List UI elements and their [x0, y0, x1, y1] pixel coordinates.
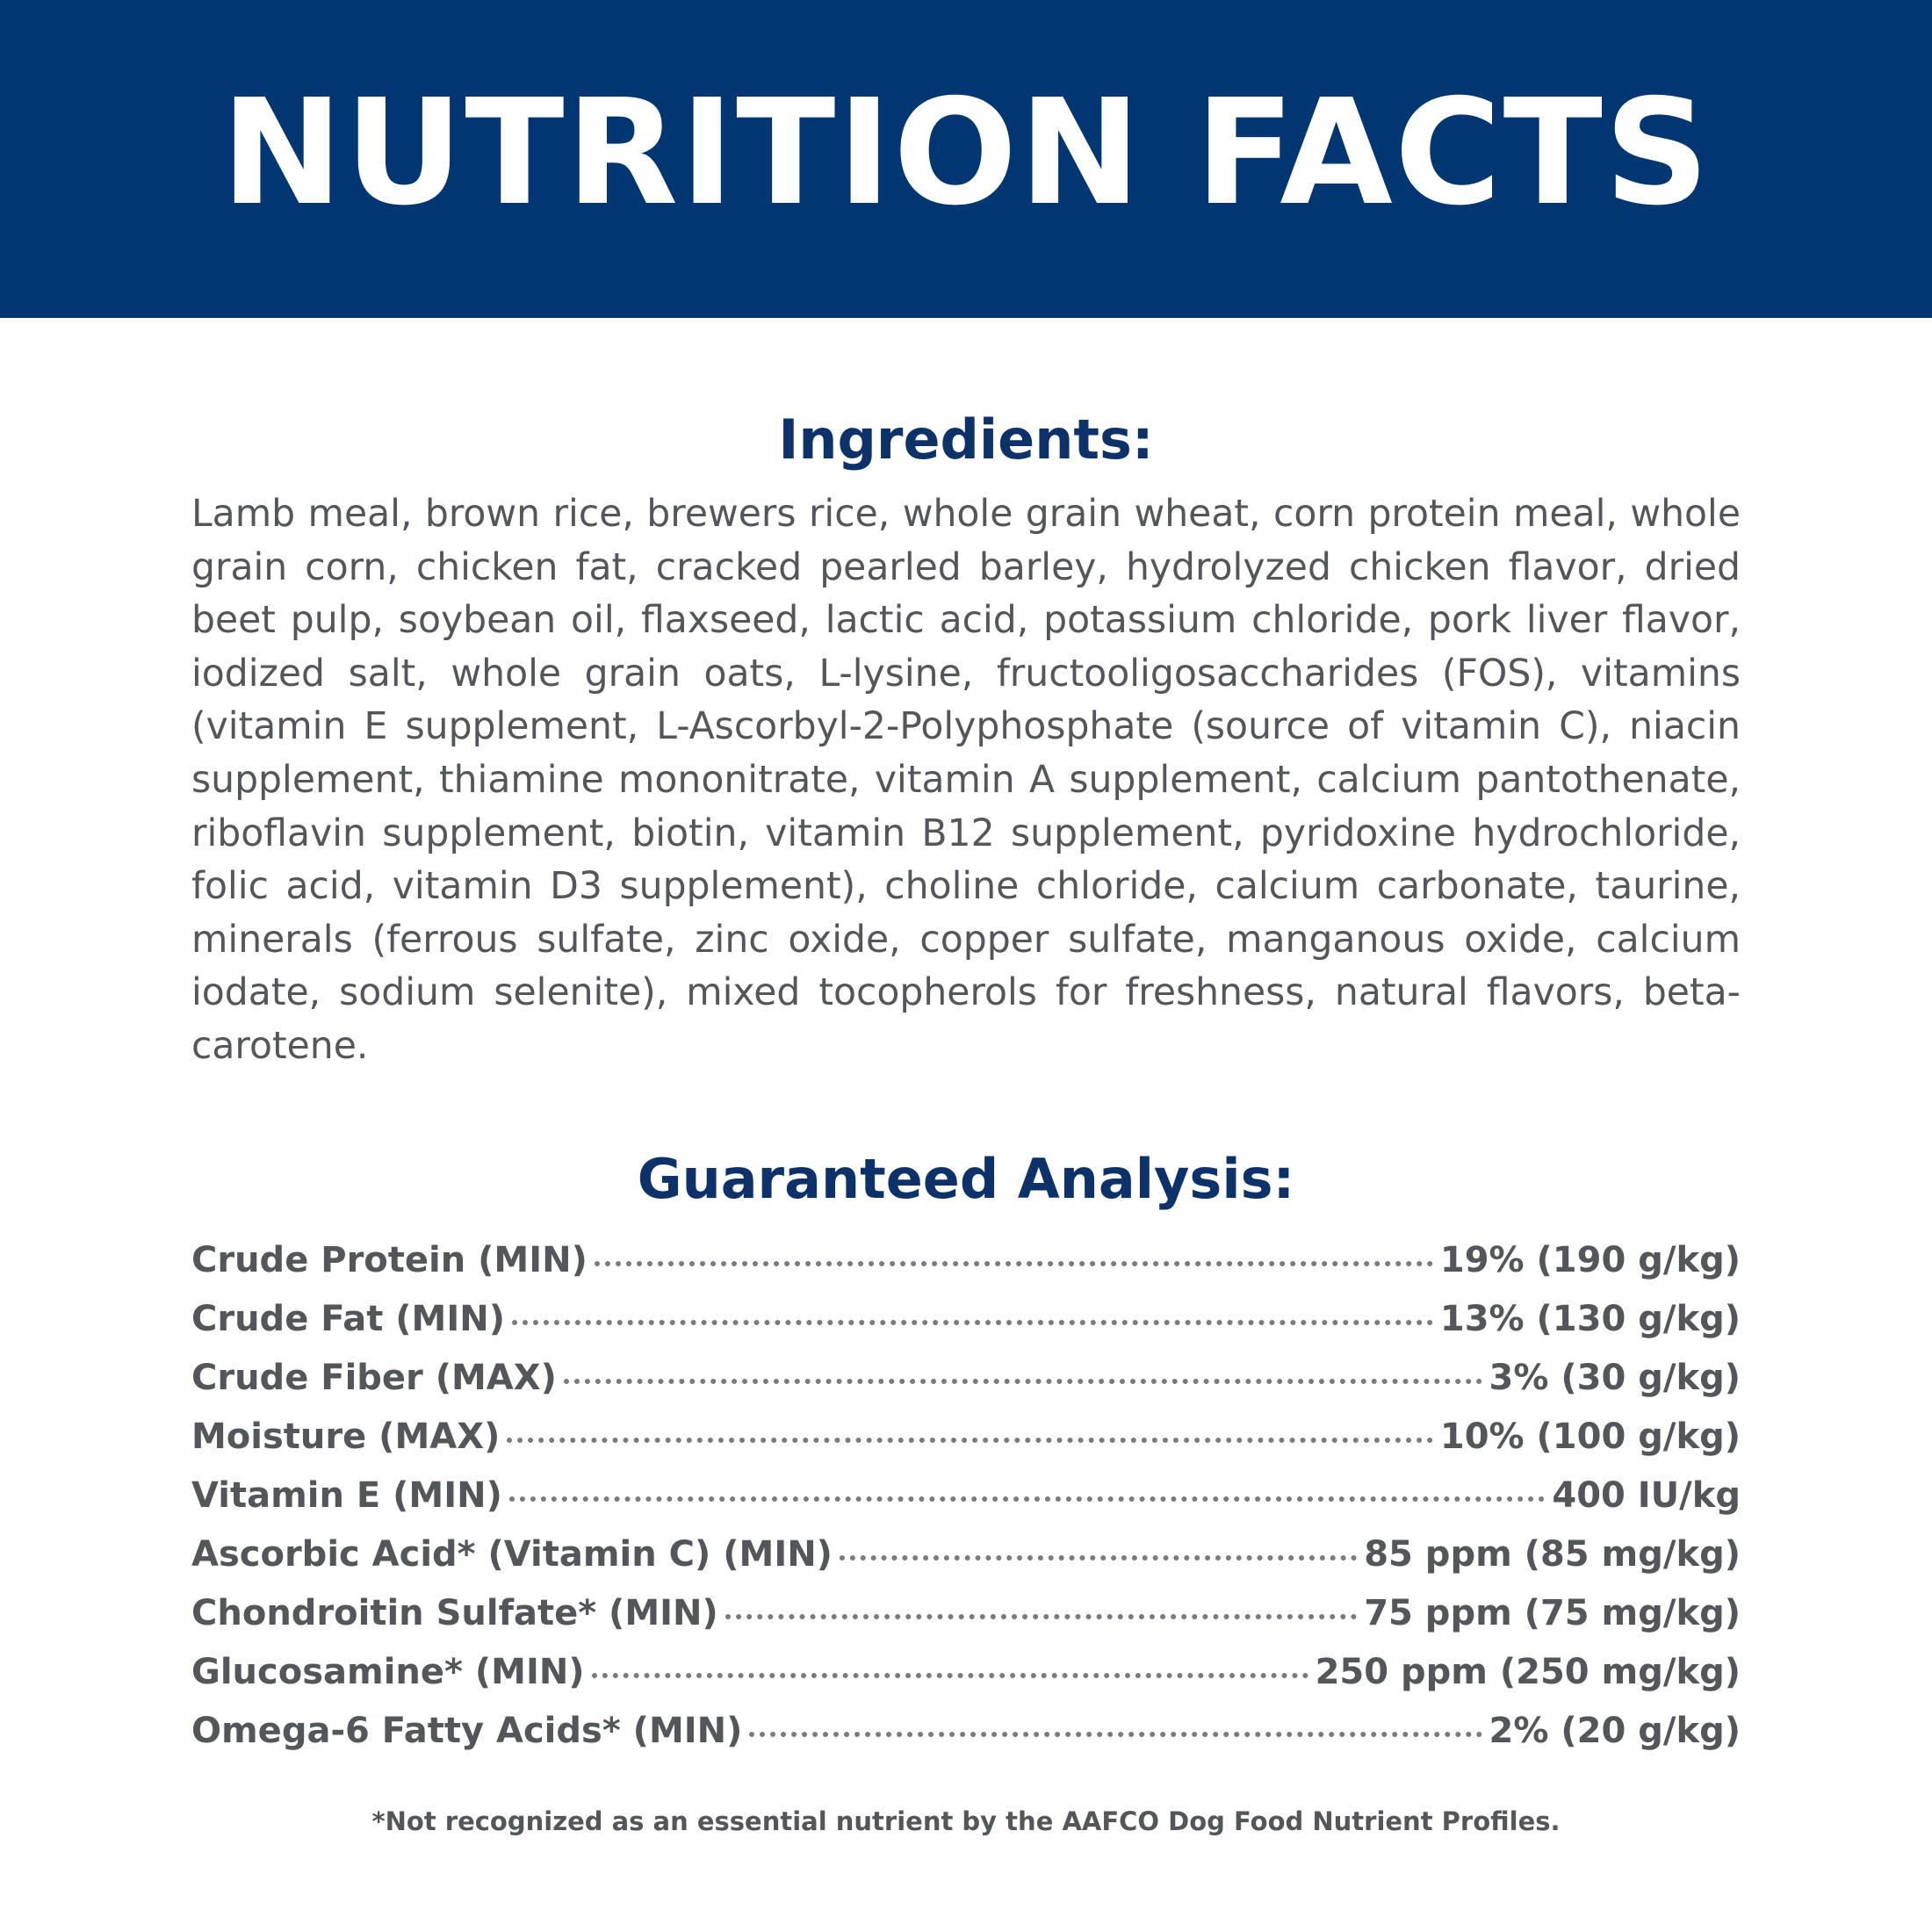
analysis-value: 400 IU/kg: [1552, 1475, 1741, 1516]
dot-leader: [840, 1555, 1357, 1561]
analysis-list: [191, 1240, 1741, 1770]
analysis-value: 10% (100 g/kg): [1439, 1417, 1741, 1457]
analysis-row-vitamin-e: [191, 1475, 1741, 1534]
analysis-value: 75 ppm (75 mg/kg): [1364, 1593, 1741, 1633]
title-banner: [0, 0, 1932, 318]
ingredients-text: Lamb meal, brown rice, brewers rice, whole grain wheat, corn protein meal, whole grain corn, chicken fat, cracked pearled barley, hydrolyzed chicken flavor, dried beet pulp, soybean oil, flaxseed, lactic acid, potassium chloride, pork liver flavor, iodized salt, whole grain oats, L-lysine, fructooligosaccharides (FOS), vitamins (vitamin E supplement, L-Ascorbyl-2-Polyphosphate (source of vitamin C), niacin supplement, thiamine mononitrate, vitamin A supplement, calcium pantothenate, riboflavin supplement, biotin, vitamin B12 supplement, pyridoxine hydrochloride, folic acid, vitamin D3 supplement), choline chloride, calcium carbonate, taurine, minerals (ferrous sulfate, zinc oxide, copper sulfate, manganous oxide, calcium iodate, sodium selenite), mixed tocopherols for freshness, natural flavors, beta-carotene.: [191, 493, 1741, 1068]
analysis-label: Moisture (MAX): [191, 1417, 501, 1457]
footnote: *Not recognized as an essential nutrient by the AAFCO Dog Food Nutrient Profiles.: [371, 1806, 1561, 1836]
analysis-row-glucosamine: [191, 1652, 1741, 1711]
ingredients-heading: Ingredients:: [778, 407, 1154, 472]
dot-leader: [592, 1673, 1308, 1678]
dot-leader: [749, 1732, 1481, 1737]
analysis-value: 19% (190 g/kg): [1439, 1240, 1741, 1280]
dot-leader: [595, 1261, 1433, 1266]
analysis-row-ascorbic-acid: [191, 1534, 1741, 1593]
analysis-value: 250 ppm (250 mg/kg): [1315, 1652, 1741, 1692]
analysis-row-crude-protein: [191, 1240, 1741, 1299]
analysis-value: 85 ppm (85 mg/kg): [1364, 1534, 1741, 1575]
analysis-label: Chondroitin Sulfate* (MIN): [191, 1593, 718, 1633]
analysis-label: Vitamin E (MIN): [191, 1475, 502, 1516]
dot-leader: [507, 1438, 1433, 1443]
analysis-row-omega-6: [191, 1711, 1741, 1770]
dot-leader: [509, 1496, 1546, 1502]
analysis-row-crude-fat: [191, 1299, 1741, 1358]
analysis-label: Crude Protein (MIN): [191, 1240, 588, 1280]
analysis-heading: Guaranteed Analysis:: [637, 1147, 1295, 1211]
analysis-label: Glucosamine* (MIN): [191, 1652, 585, 1692]
analysis-label: Crude Fiber (MAX): [191, 1358, 557, 1398]
analysis-value: 2% (20 g/kg): [1489, 1711, 1741, 1751]
analysis-label: Ascorbic Acid* (Vitamin C) (MIN): [191, 1534, 833, 1575]
analysis-row-moisture: [191, 1417, 1741, 1475]
analysis-value: 3% (30 g/kg): [1489, 1358, 1741, 1398]
analysis-label: Crude Fat (MIN): [191, 1299, 505, 1339]
analysis-row-chondroitin-sulfate: [191, 1593, 1741, 1652]
analysis-value: 13% (130 g/kg): [1439, 1299, 1741, 1339]
analysis-label: Omega-6 Fatty Acids* (MIN): [191, 1711, 743, 1751]
dot-leader: [512, 1320, 1433, 1325]
dot-leader: [564, 1379, 1482, 1384]
analysis-row-crude-fiber: [191, 1358, 1741, 1417]
page-title: NUTRITION FACTS: [220, 68, 1712, 238]
dot-leader: [725, 1614, 1357, 1619]
